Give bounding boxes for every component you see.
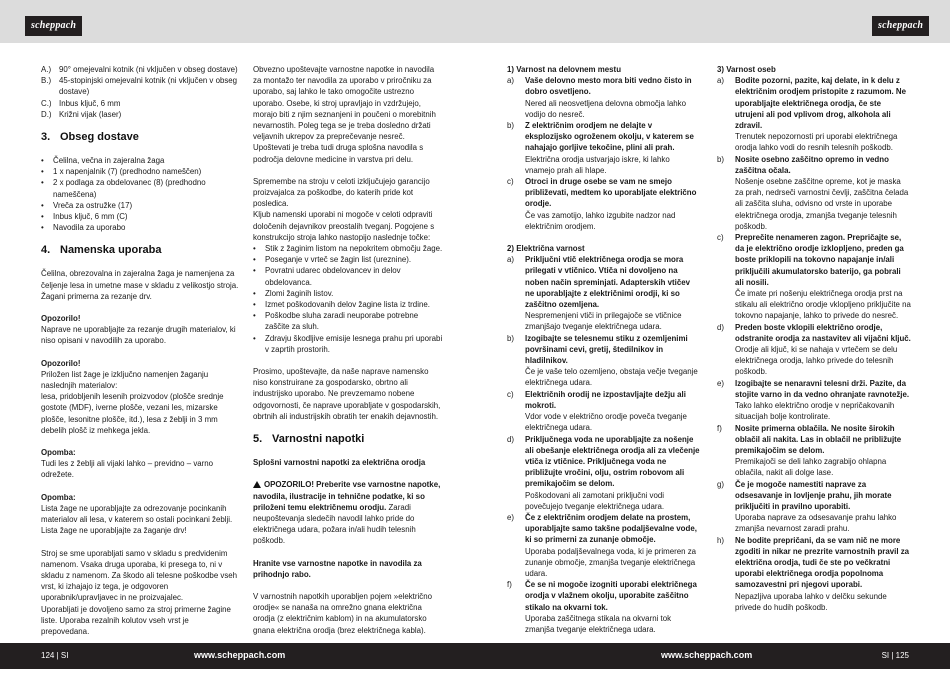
list-item: f) Če se ni mogoče izogniti uporabi električnega orodja v vlažnem okolju, uporabite zaščitno stikalo na okvarni tok. Uporaba zaščitnega stikala na okvarni tok zmanjša tveganje električnega udara. [507,580,697,634]
list-item: b) Z električnim orodjem ne delajte v eksplozijsko ogroženem okolju, v katerem se nahajajo gorljive tekočine, plini ali prah. Električna orodja ustvarjajo iskre, ki lahko vnamejo prah ali hlape. [507,121,694,175]
list-item: C.) Inbus ključ, 6 mm [41,98,121,108]
section-heading-safety: 5. Varnostni napotki [253,433,365,446]
header-bar [0,0,950,43]
subsection-title: 1) Varnost na delovnem mestu [507,65,622,74]
footer-bar [0,643,950,669]
list-item: • 2 x podlaga za obdelovanec (8) (predhodno nameščena) [41,178,206,199]
paragraph: Lista žage ne uporabljajte za odrezovanje pocinkanih materialov ali lesa, v katerem so ostali pocinkani žeblji. Lista žage ne uporabljajte za žaganje drv! [41,503,233,536]
column-4 [717,64,911,613]
list-item: • Zlomi žaginih listov. [253,288,334,298]
list-item: c) Preprečite nenameren zagon. Prepričajte se, da je električno orodje izklopljeno, preden ga boste priklopili na tokovno napajanje in/ali priključili akumulatorsko baterijo, ga pobrali ali nosili. Če imate pri nošenju električnega orodja prst na stikalu ali električno orodje vklopljeno priključite na tokovno napajanje, lahko to privede do nesreč. [717,233,911,321]
list-item: • Poseganje v vrteč se žagin list (ureznine). [253,255,412,265]
list-item: • Navodila za uporabo [41,223,126,233]
paragraph: Priložen list žage je izključno namenjen žaganju naslednjih materialov: lesa, pridobljenih lesenih proizvodov (plošče srednje gostote (MDF), iverne plošče, vezani les, mizarske plošče, lesonitne plošče, itd.), lesa z žeblji in 3 mm debelih plošč iz mehkega jekla. [41,369,224,435]
list-item: e) Če z električnim orodjem delate na prostem, uporabljajte samo takšne podaljševalne vode, ki so primerni za zunanje območje. Uporaba podaljševalnega voda, ki je primeren za zunanje območje, zmanjša tveganje električnega udara. [507,512,697,578]
list-item: g) Če je mogoče namestiti naprave za odsesavanje in lovljenje prahu, jih morate priključiti in pravilno uporabiti. Uporaba naprave za odsesavanje prahu lahko zmanjša nevarnost zaradi prahu. [717,479,897,534]
website-link-right[interactable]: www.scheppach.com [661,650,753,660]
list-item: • Povratni udarec obdelovancev in delov obdelovanca. [253,266,401,287]
list-item: • Čelilna, večna in zajeralna žaga [41,156,165,166]
list-item: d) Priključnega voda ne uporabljajte za nošenje ali obešanje električnega orodja ali za vlečenje vtiča iz vtičnice. Priključnega voda ne približujte vročini, olju, ostrim robovom ali premikajočim se delom. Poškodovani ali zamotani priključni vodi povečujejo tveganje električnega udara. [507,434,700,511]
list-item: B.) 45-stopinjski omejevalni kotnik (ni vključen v obseg dostave) [41,76,238,97]
section-heading-delivery: 3. Obseg dostave [41,131,139,144]
paragraph: Čelilna, obrezovalna in zajeralna žaga je namenjena za čeljenje lesa in umetne mase v skladu z velikostjo stroja. Žagani primerna za rezanje drv. [41,269,239,301]
list-item: • 1 x napenjalnik (7) (predhodno nameščen) [41,167,202,177]
list-item: • Zdravju škodljive emisije lesnega prahu pri uporabi v zaprtih prostorih. [253,333,443,354]
scheppach-logo-right: scheppach [872,16,929,36]
list-item: c) Električnih orodij ne izpostavljajte dežju ali mokroti. Vdor vode v električno orodje poveča tveganje električnega udara. [507,389,687,433]
list-item: A.) 90° omejevalni kotnik (ni vključen v obseg dostave) [41,65,238,74]
list-item: h) Ne bodite prepričani, da se vam nič ne more zgoditi in nikar ne prezrite varnostnih pravil za električna orodja, tudi če ste po večkratni uporabi električnega orodja popolnoma samozavestni pri njegovi uporabi. Nepazljiva uporaba lahko v delčku sekunde privede do hudih poškodb. [717,535,910,612]
column-1 [41,64,239,637]
scheppach-logo-left: scheppach [25,16,82,36]
list-item: • Izmet poškodovanih delov žagine lista iz trdine. [253,300,430,310]
note-title: Opomba: [41,492,76,502]
paragraph: Obvezno upoštevajte varnostne napotke in navodila za montažo ter navodila za uporabo v priročniku za uporabo, saj lahko le tako omogočite ustrezno uporabo. Osebe, ki stroj upravljajo in vzdržujejo, morajo biti z njim seznanjeni in poučeni o morebitnih nevarnostih. Poleg tega se je treba dosledno držati veljavnih ukrepov za preprečevanje nesreč. Upoštevati je treba tudi druga splošna navodila s področja delovne medicine in varstva pri delu. [253,65,436,164]
parts-list [41,64,239,120]
paragraph: Prosimo, upoštevajte, da naše naprave namensko niso konstruirane za gospodarsko, obrtno ali industrijsko uporabo. Ne prevzemamo nobene odgovornosti, če naprave uporabljate v gospodarskih, obrtnih ali industrijskih obratih ter enakih dejavnostih. [253,367,441,421]
paragraph: Spremembe na stroju v celoti izključujejo garancijo proizvajalca za poškodbe, do katerih pride kot posledica. Kljub namenski uporabi ni mogoče v celoti odpraviti določenih dejavnikov preostalih tveganj. Pogojene s konstrukcijo stroja lahko nastopijo naslednje točke: [253,176,435,242]
subsection-title: 3) Varnost oseb [717,65,776,74]
warning-title: Opozorilo! [41,314,81,324]
section-heading-intended-use: 4. Namenska uporaba [41,244,162,257]
list-item: d) Preden boste vklopili električno orodje, odstranite orodja za nastavitev ali vijačni ključ. Orodje ali ključ, ki se nahaja v vrtečem se delu električnega orodja, lahko privede do telesnih poškodb. [717,322,911,377]
paragraph: Hranite vse varnostne napotke in navodila za prihodnjo rabo. [253,558,422,579]
list-item: a) Priključni vtič električnega orodja se mora prilegati v vtičnico. Vtiča ni dovoljeno na noben način spreminjati. Adapterskih vtičev ne uporabljajte z električnimi orodji, ki so zaščitno ozemljena. Nespremenjeni vtiči in prilegajoče se vtičnice zmanjšajo tveganje električnega udara. [507,255,691,332]
column-3 [507,64,700,635]
list-item: D.) Križni vijak (laser) [41,109,122,119]
paragraph: Naprave ne uporabljajte za rezanje drugih materialov, ki niso opisani v navodilih za uporabo. [41,325,236,346]
list-item: c) Otroci in druge osebe se vam ne smejo približevati, medtem ko uporabljate električno orodje. Če vas zamotijo, lahko izgubite nadzor nad električnim orodjem. [507,177,697,231]
paragraph: Tudi les z žeblji ali vijaki lahko – previdno – varno odrežete. [41,459,214,480]
list-item: • Inbus ključ, 6 mm (C) [41,212,128,222]
list-item: b) Izogibajte se telesnemu stiku z ozemljenimi površinami cevi, gretij, štedilnikov in hladilnikov. Če je vaše telo ozemljeno, obstaja večje tveganje električnega udara. [507,333,698,388]
subheading: Splošni varnostni napotki za električna orodja [253,458,426,468]
delivery-list [41,155,239,233]
page-number-left: 124 | SI [41,651,69,660]
column-2 [253,64,443,636]
list-item: f) Nosite primerna oblačila. Ne nosite širokih oblačil ali nakita. Las in oblačil ne približujte premikajočim se delom. Premikajoči se deli lahko zagrabijo ohlapna oblačila, nakit ali dolge lase. [717,423,902,478]
website-link-left[interactable]: www.scheppach.com [194,650,286,660]
subsection-title: 2) Električna varnost [507,244,585,254]
warning-title: Opozorilo! [41,358,81,368]
paragraph: Stroj se sme uporabljati samo v skladu s predvidenim namenom. Vsaka druga uporaba, ki presega to, ni v skladu z namenom. Za škodo ali telesne poškodbe vseh vrst, ki izhajajo iz tega, je odgovoren uporabnik/upravljavec in ne proizvajalec. Uporabljati je dovoljeno samo za stroj primerne žagine liste. Uporaba rezalnih kolutov vseh vrst je prepovedana. [41,548,238,636]
warning-icon [253,481,261,488]
paragraph: V varnostnih napotkih uporabljen pojem »električno orodje« se nanaša na omrežno gnana električna orodja (z električnim kablom) in na akumulatorsko gnana električna orodja (brez električnega kabla). [253,591,432,635]
list-item: • Poškodbe sluha zaradi neuporabe potrebne zaščite za sluh. [253,311,419,332]
residual-risks-list [253,243,443,355]
list-item: b) Nosite osebno zaščitno opremo in vedno zaščitna očala. Nošenje osebne zaščitne opreme, kot je maska za prah, nedrseči varnostni čevlji, zaščitna čelada ali zaščita sluha, odvisno od vrste in uporabe električnega orodja, zmanjša tveganje telesnih poškodb. [717,154,909,231]
list-item: e) Izogibajte se nenaravni telesni drži. Pazite, da stojite varno in da vedno ohranjate ravnotežje. Tako lahko električno orodje v nepričakovanih situacijah bolje kontrolirate. [717,378,910,422]
warning-paragraph: OPOZORILO! Preberite vse varnostne napotke, navodila, ilustracije in tehnične podatke, ki so priloženi temu električnemu orodju. Zaradi neupoštevanja sledečih navodil lahko pride do električnega udara, požara in/ali hudih telesnih poškodb. [253,480,441,546]
list-item: a) Bodite pozorni, pazite, kaj delate, in k delu z električnim orodjem pristopite z razumom. Ne uporabljajte električnega orodja, če ste utrujeni ali pod vplivom drog, alkohola ali zdravil. Trenutek nepozornosti pri uporabi električnega orodja lahko vodi do resnih telesnih poškodb. [717,76,907,153]
list-item: • Stik z žaginim listom na nepokritem območju žage. [253,244,443,254]
page-number-right: SI | 125 [881,651,909,660]
note-title: Opomba: [41,448,76,458]
list-item: a) Vaše delovno mesto mora biti vedno čisto in dobro osvetljeno. Nered ali neosvetljena delovna območja lahko vodijo do nesreč. [507,76,692,119]
list-item: • Vreča za ostružke (17) [41,200,133,210]
